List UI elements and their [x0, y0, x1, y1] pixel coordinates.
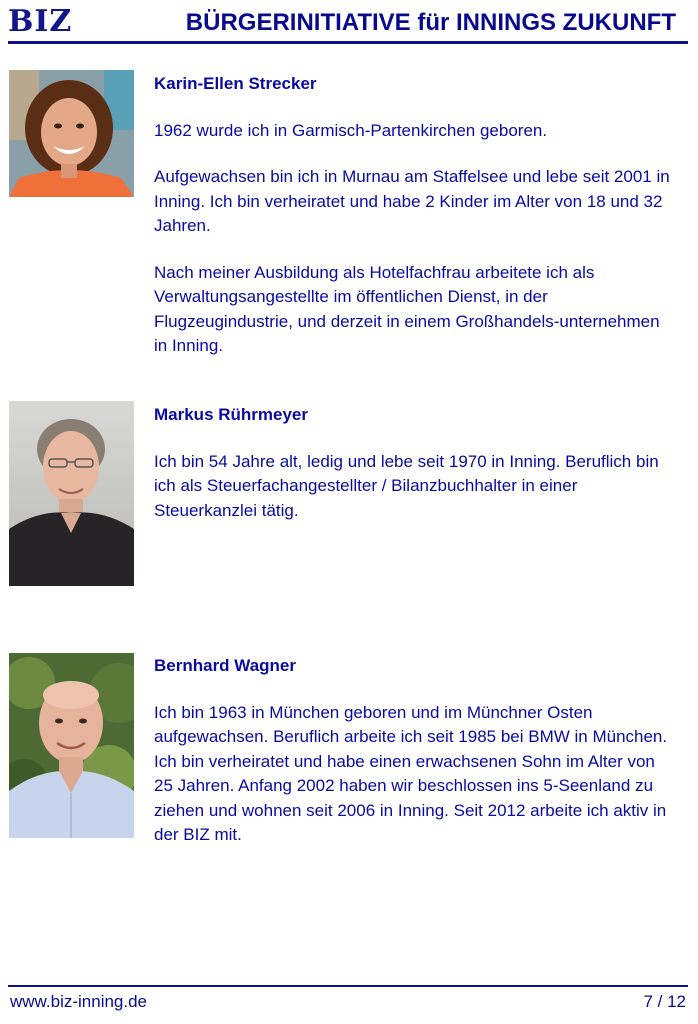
person-name: Markus Rührmeyer [154, 405, 309, 424]
header-divider [8, 41, 688, 44]
portrait-photo-ruehrmeyer [9, 401, 134, 586]
website-link[interactable]: www.biz-inning.de [10, 992, 148, 1011]
bio-paragraph: 1962 wurde ich in Garmisch-Partenkirchen geboren. [154, 120, 548, 140]
person-name: Karin-Ellen Strecker [154, 74, 317, 93]
biz-logo: BIZ [8, 4, 73, 39]
page-header [0, 0, 698, 44]
page-title: BÜRGERINITIATIVE für INNINGS ZUKUNFT [185, 9, 676, 36]
person-name: Bernhard Wagner [154, 656, 297, 675]
bio-paragraph: Ich bin 1963 in München geboren und im Münchner Osten aufgewachsen. Beruflich arbeite ich seit 1985 bei BMW in München. Ich bin verheiratet und habe einen erwachsenen Sohn im Alter von 25 Jahren. Anfang 2002 haben wir beschlossen ins 5-Seenland zu ziehen und wohnen seit 2006 in Inning. Seit 2012 arbeite ich aktiv in der BIZ mit. [154, 702, 668, 844]
bio-paragraph: Ich bin 54 Jahre alt, ledig und lebe seit 1970 in Inning. Beruflich bin ich als Steuerfachangestellter / Bilanzbuchhalter in einer Steuerkanzlei tätig. [154, 451, 659, 520]
bio-paragraph: Aufgewachsen bin ich in Murnau am Staffelsee und lebe seit 2001 in Inning. Ich bin verheiratet und habe 2 Kinder im Alter von 18 und 32 Jahren. [154, 167, 670, 235]
page-number: 7 / 12 [643, 992, 686, 1011]
footer-divider [8, 985, 688, 987]
portrait-photo-strecker [9, 70, 134, 197]
bio-paragraph: Nach meiner Ausbildung als Hotelfachfrau arbeitete ich als Verwaltungsangestellte im öffentlichen Dienst, in der Flugzeugindustrie, und derzeit in einem Großhandels-unternehmen in Inning. [154, 262, 660, 355]
portrait-photo-wagner [9, 653, 134, 838]
